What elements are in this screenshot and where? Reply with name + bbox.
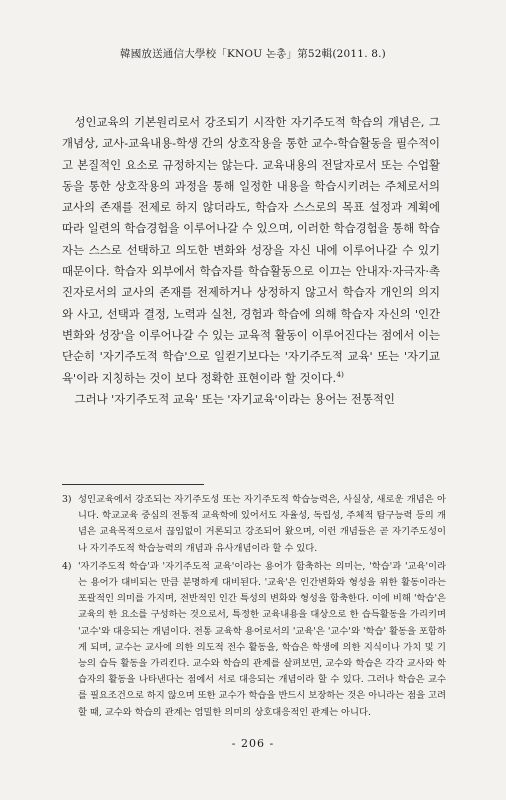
footnote-4-text: '자기주도적 학습'과 '자기주도적 교육'이라는 용어가 함축하는 의미는, '학습'과 '교육'이라는 용어가 대비되는 만큼 분명하게 대비된다. '교육'은 인간변화와 형성을 위한 활동이라는 포괄적인 의미를 가지며, 전반적인 인간 특성의 변화와 형성을 함축한다. 이에 비해 '학습'은 교육의 한 요소를 구성하는 것으로서, 특정한 교육내용을 대상으로 한 습득활동을 가리키며 '교수'와 대응되는 개념이다. 전통 교육학 용어로서의 '교육'은 '교수'와 '학습' 활동을 포함하게 되며, 교수는 교사에 의한 의도적 전수 활동을, 학습은 학생에 의한 지식이나 가치 및 기능의 습득 활동을 가리킨다. 교수와 학습의 관계를 살펴보면, 교수와 학습은 각각 교사와 학습자의 활동을 나타낸다는 점에서 서로 대응되는 개념이라 할 수 있다. 그러나 학습은 교수를 필요조건으로 하지 않으며 또한 교수가 학습을 반드시 보장하는 것은 아니라는 점을 고려할 때, 교수와 학습의 관계는 엄밀한 의미의 상호대응적인 관계는 아니다. bbox=[78, 560, 446, 718]
footnote-3-text: 성인교육에서 강조되는 자기주도성 또는 자기주도적 학습능력은, 사실상, 새로운 개념은 아니다. 학교교육 중심의 전통적 교육학에 있어서도 자율성, 독립성, 주체적 탐구능력 등의 개념은 교육목적으로서 끊임없이 거론되고 강조되어 왔으며, 이런 개념들은 곧 자기주도성이나 자기주도적 학습능력의 개념과 유사개념이라 할 수 있다. bbox=[78, 494, 446, 554]
main-body bbox=[62, 112, 440, 410]
footnote-3-number: 3) bbox=[62, 494, 72, 505]
paragraph-1-text: 성인교육의 기본원리로서 강조되기 시작한 자기주도적 학습의 개념은, 그 개념상, 교사-교육내용-학생 간의 상호작용을 통한 교수-학습활동을 필수적이고 본질적인 요소로 규정하지는 않는다. 교육내용의 전달자로서 또는 수업활동을 통한 상호작용의 과정을 통해 일정한 내용을 학습시키려는 주체로서의 교사의 존재를 전제로 하지 않더라도, 학습자 스스로의 목표 설정과 계획에 따라 일련의 학습경험을 이루어나갈 수 있으며, 이러한 학습경험을 통해 학습자는 스스로 선택하고 의도한 변화와 성장을 자신 내에 이루어나갈 수 있기 때문이다. 학습자 외부에서 학습자를 학습활동으로 이끄는 안내자·자극자·촉진자로서의 교사의 존재를 전제하거나 상정하지 않고서 학습자 개인의 의지와 사고, 선택과 결정, 노력과 실천, 경험과 학습에 의해 학습자 자신의 '인간 변화와 성장'을 이루어나갈 수 있는 교육적 활동이 이루어진다는 점에서 이는 단순히 '자기주도적 학습'으로 일컫기보다는 '자기주도적 교육' 또는 '자기교육'이라 지칭하는 것이 보다 정확한 표현이라 할 것이다. bbox=[62, 115, 440, 385]
paragraph-1 bbox=[62, 112, 440, 389]
paragraph-2: 그러나 '자기주도적 교육' 또는 '자기교육'이라는 용어는 전통적인 bbox=[74, 391, 395, 406]
footnote-4 bbox=[62, 559, 446, 721]
footnote-3 bbox=[62, 492, 446, 557]
footnote-separator bbox=[62, 484, 204, 485]
page-number: - 206 - bbox=[231, 737, 275, 750]
running-header: 韓國放送通信大學校「KNOU 논총」第52輯(2011. 8.) bbox=[120, 48, 386, 60]
footnotes bbox=[62, 492, 446, 723]
footnote-ref-4[interactable]: 4) bbox=[336, 369, 344, 379]
footnote-4-number: 4) bbox=[62, 560, 72, 572]
